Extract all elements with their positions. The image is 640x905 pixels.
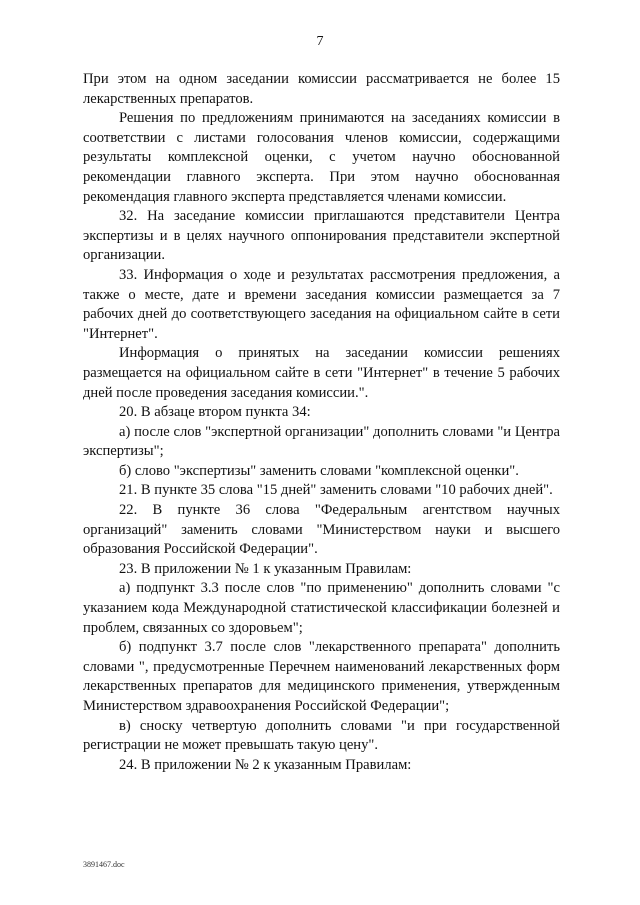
paragraph: а) после слов "экспертной организации" дополнить словами "и Центра экспертизы"; [83,423,560,460]
paragraph: в) сноску четвертую дополнить словами "и при государственной регистрации не может превышать такую цену". [83,717,560,754]
paragraph: Информация о принятых на заседании комиссии решениях размещается на официальном сайте в сети "Интернет" в течение 5 рабочих дней после проведения заседания комиссии.". [83,345,560,401]
paragraph: Решения по предложениям принимаются на заседаниях комиссии в соответствии с листами голосования членов комиссии, содержащими результаты комплексной оценки, с учетом научно обоснованной рекомендации главного эксперта. При этом научно обоснованная рекомендация главного эксперта представляется членами комиссии. [83,110,560,205]
page-number: 7 [316,34,324,49]
paragraph: б) подпункт 3.7 после слов "лекарственного препарата" дополнить словами ", предусмотренные Перечнем наименований лекарственных форм лекарственных препаратов для медицинского применения, утвержденным Министерством здравоохранения Российской Федерации"; [83,639,560,714]
paragraph: 32. На заседание комиссии приглашаются представители Центра экспертизы и в целях научного оппонирования представители экспертной организации. [83,208,560,264]
paragraph: 22. В пункте 36 слова "Федеральным агентством научных организаций" заменить словами "Министерством науки и высшего образования Российской Федерации". [83,502,560,558]
paragraph: 20. В абзаце втором пункта 34: [119,404,311,421]
paragraph: 21. В пункте 35 слова "15 дней" заменить словами "10 рабочих дней". [119,482,553,499]
paragraph: 24. В приложении № 2 к указанным Правилам: [119,756,412,773]
document-body [83,70,560,775]
paragraph: б) слово "экспертизы" заменить словами "комплексной оценки". [119,462,519,479]
paragraph: 33. Информация о ходе и результатах рассмотрения предложения, а также о месте, дате и времени заседания комиссии размещается за 7 рабочих дней до соответствующего заседания на официальном сайте в сети "Интернет". [83,266,560,342]
paragraph: 23. В приложении № 1 к указанным Правилам: [119,560,412,577]
paragraph: При этом на одном заседании комиссии рассматривается не более 15 лекарственных препаратов. [83,71,560,107]
paragraph: а) подпункт 3.3 после слов "по применению" дополнить словами "с указанием кода Международной статистической классификации болезней и проблем, связанных со здоровьем"; [83,580,560,636]
document-filename: 3891467.doc [83,860,125,869]
